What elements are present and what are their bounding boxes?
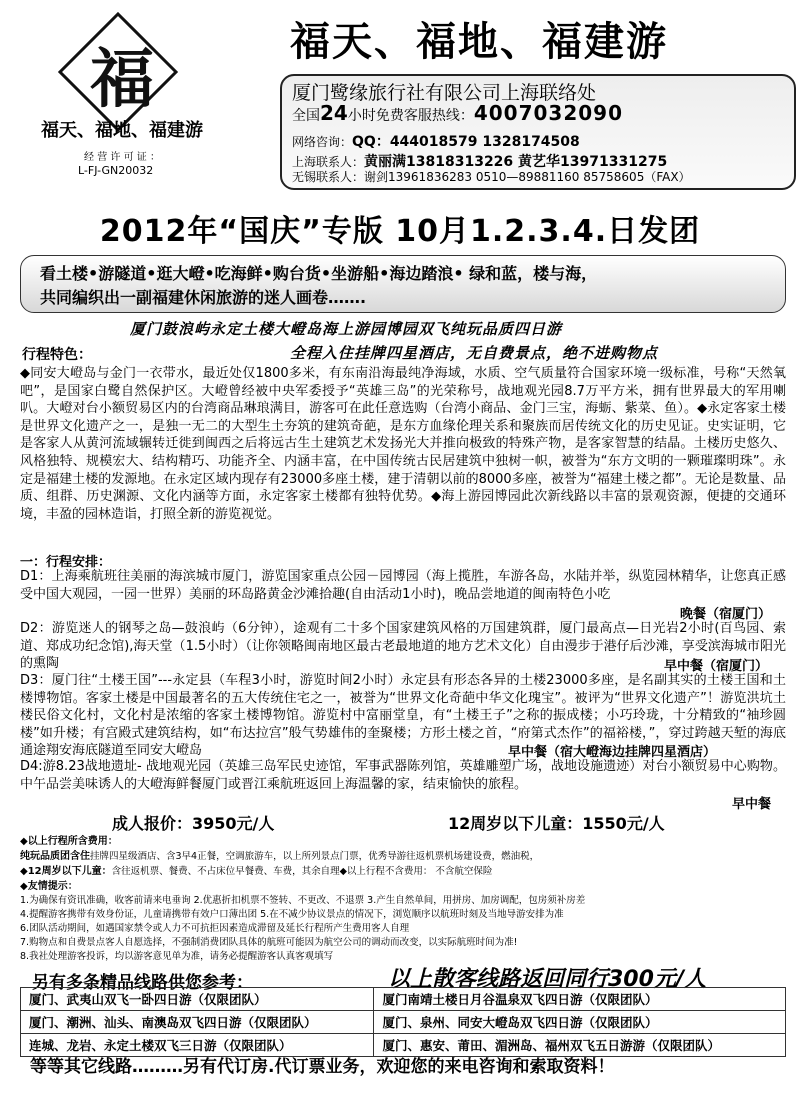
edition-title: 2012年“国庆”专版 10月1.2.3.4.日发团 — [99, 214, 701, 249]
tip-line-1: 1.为确保有资讯准确，收客前请来电垂询 2.优惠折扣机票不签转、不更改、不退票 3.产生自然单间，用拼房、加房调配，包房须补房差 — [20, 895, 586, 906]
web-label: 网络咨询： — [292, 135, 353, 149]
tip-line-5: 8.我社处理游客投诉，均以游客意见单为准，请务必提醒游客认真客观填写 — [20, 951, 334, 962]
route-cell: 厦门、潮洲、汕头、南澳岛双飞四日游（仅限团队） — [21, 1011, 374, 1034]
headline: 福天、福地、福建游 — [290, 19, 668, 65]
route-cell: 厦门、惠安、莆田、湄洲岛、福州双飞五日游游（仅限团队） — [374, 1034, 786, 1057]
day-2: D2：游览迷人的钢琴之岛—鼓浪屿（6分钟），途观有二十多个国家建筑风格的万国建筑群，厦门最高点—日光岩2小时(百鸟园、索道、郑成功纪念馆),海天堂（1.5小时）（让你领略闽南地区最古老最地道的地方艺术文化）自由漫步于港仔后沙滩，享受滨海城市阳光的熏陶 — [20, 621, 786, 672]
route-cell: 厦门、武夷山双飞一卧四日游（仅限团队） — [21, 988, 374, 1011]
more-routes-label: 另有多条精品线路供您参考： — [32, 973, 253, 993]
adult-price-label: 成人报价： — [112, 814, 193, 833]
web-contact — [292, 131, 580, 151]
license-label: 经 营 许 可 证 ： — [84, 152, 160, 163]
included-text: 挂牌四星级酒店、含3早4正餐，空调旅游车，以上所列景点门票，优秀导游往返机票机场建设费，燃油税， — [90, 851, 540, 862]
route-cell: 厦门、泉州、同安大嶝岛双飞四日游（仅限团队） — [374, 1011, 786, 1034]
tip-line-3: 6.团队活动期间，如遇国家禁令或人力不可抗拒因素造成滞留及延长行程所产生费用客人自理 — [20, 923, 410, 934]
license-number: L-FJ-GN20032 — [78, 164, 154, 177]
included-details — [20, 847, 539, 862]
tip-line-4: 7.购物点和自费景点客人自愿选择，不强制消费团队具体的航班可能因为航空公司的调动而改变，以实际航班时间为准! — [20, 937, 518, 948]
agency-name: 厦门鹭缘旅行社有限公司上海联络处 — [292, 82, 597, 104]
day-4-meal: 早中餐 — [732, 797, 772, 812]
logo-glyph: 福 — [90, 42, 154, 117]
hotline-suffix: 小时免费客服热线： — [347, 108, 474, 124]
adult-price-value: 3950元/人 — [192, 814, 275, 833]
wuxi-contact — [292, 168, 691, 185]
qq-numbers[interactable]: QQ：444018579 1328174508 — [352, 134, 580, 150]
route-title: 厦门鼓浪屿永定土楼大嶝岛海上游园博园双飞纯玩品质四日游 — [130, 320, 563, 338]
highlights-line-1: 看土楼•游隧道•逛大嶝•吃海鲜•购台货•坐游船•海边踏浪• 绿和蓝，楼与海， — [40, 264, 598, 283]
tip-line-2: 4.提醒游客携带有效身份证，儿童请携带有效户口薄出团 5.在不减少协议景点的情况下，浏览顺序以航班时刻及当地导游安排为准 — [20, 909, 564, 920]
day-1: D1：上海乘航班往美丽的海滨城市厦门，游览国家重点公园－园博园（海上揽胜，车游各岛，水陆并举，纵览园林精华，让您真正感受中国大观园，一园一世界）美丽的环岛路黄金沙滩拾趣(自由活动1小时)，晚品尝地道的闽南特色小吃 — [20, 569, 786, 602]
routes-table — [20, 987, 786, 1057]
adult-price — [112, 811, 274, 834]
day-4: D4:游8.23战地遗址- 战地观光园（英雄三岛军民史迹馆，军事武器陈列馆，英雄雕塑广场，战地设施遗迹）对台小额贸易中心购物。中午品尝美味诱人的大嶝海鲜餐厦门或晋江乘航班返回上海温馨的家，结束愉快的旅程。 — [20, 759, 786, 792]
features-paragraph: ◆同安大嶝岛与金门一衣带水，最近处仅1800多米，有东南沿海最纯净海域，水质、空气质量符合国家环境一级标准，号称“天然氧吧”，是国家白鹭自然保护区。大嶝曾经被中央军委授予“英雄三岛”的光荣称号，战地观光园8.7万平方米，拥有世界最大的军用喇叭。大嶝对台小额贸易区内的台湾商品琳琅满目，游客可在此任意选购（台湾小商品、金门三宝，海蛎、紫菜、鱼）。◆永定客家土楼是世界文化遗产之一，是独一无二的大型生土夯筑的建筑奇葩，是东方血缘伦理关系和聚族而居传统文化的历史见证。史实证明，它是客家人从黄河流域辗转迁徙到闽西之后将远古生土建筑艺术发扬光大并推向极致的特殊产物，是客家智慧的结晶。土楼历史悠久、风格独特、规模宏大、结构精巧、功能齐全、内涵丰富，在中国传统古民居建筑中独树一帜，被誉为“东方文明的一颗璀璨明珠”。永定是福建土楼的发源地。在永定区域内现存有23000多座土楼，建于清朝以前的8000多座，被誉为“福建土楼之都”。无论是数量、品质、组群、历史渊源、文化内涵等方面，永定客家土楼都有独特优势。◆海上游园博园此次新线路以丰富的景观资源，便捷的交通环境，丰盈的园林造诣，打照全新的游览视觉。 — [20, 366, 786, 522]
shanghai-phones[interactable]: 黄丽满13818313226 黄艺华13971331275 — [364, 154, 668, 170]
shanghai-label: 上海联系人： — [292, 155, 365, 169]
hotline-row — [292, 101, 623, 125]
day-2-meal: 早中餐（宿厦门） — [664, 659, 769, 674]
child-fees-label: ◆12周岁以下儿童： — [20, 866, 112, 877]
route-cell: 厦门南靖土楼日月谷温泉双飞四日游（仅限团队） — [374, 988, 786, 1011]
footer: 等等其它线路………另有代订房.代订票业务，欢迎您的来电咨询和索取资料！ — [30, 1057, 615, 1077]
included-bold: 纯玩品质团含住 — [20, 851, 90, 862]
itinerary-label: 一：行程安排： — [20, 555, 112, 570]
child-fees — [20, 862, 492, 877]
wuxi-label: 无锡联系人： — [292, 170, 365, 184]
day-1-meal: 晚餐（宿厦门） — [680, 607, 772, 622]
child-price — [448, 811, 665, 834]
child-price-label: 12周岁以下儿童： — [448, 814, 583, 833]
route-subtitle: 全程入住挂牌四星酒店，无自费景点，绝不进购物点 — [290, 344, 659, 362]
hotline-prefix: 全国 — [292, 108, 320, 124]
logo-slogan: 福天、福地、福建游 — [41, 120, 203, 141]
table-row — [21, 988, 786, 1011]
wuxi-phones[interactable]: 谢剑13961836283 0510—89881160 85758605（FAX） — [364, 170, 691, 184]
scatter-return-note: 以上散客线路返回同行300元/人 — [388, 967, 706, 992]
table-row — [21, 1011, 786, 1034]
tips-label-text: ◆友情提示： — [20, 881, 78, 892]
highlights-line-2: 共同编织出一副福建休闲旅游的迷人画卷……. — [40, 288, 367, 307]
route-cell: 连城、龙岩、永定土楼双飞三日游（仅限团队） — [21, 1034, 374, 1057]
included-label-text: ◆以上行程所含费用： — [20, 836, 118, 847]
hotline-number[interactable]: 4007032090 — [473, 101, 624, 125]
child-price-value: 1550元/人 — [582, 814, 665, 833]
logo — [22, 8, 222, 180]
feature-label: 行程特色： — [22, 347, 92, 363]
hotline-hours: 24 — [320, 101, 348, 125]
child-fees-text: 含往返机票、餐费、不占床位早餐费、车费，其余自理◆以上行程不含费用： 不含航空保险 — [111, 866, 493, 877]
included-label — [20, 832, 118, 847]
tips-label — [20, 877, 78, 892]
day-3: D3：厦门往“土楼王国”---永定县（车程3小时，游览时间2小时）永定县有形态各异的土楼23000多座，是名副其实的土楼王国和土楼博物馆。客家土楼是中国最著名的五大传统住宅之一，被誉为“世界文化奇葩中华文化瑰宝”。被评为“世界文化遗产”！游览洪坑土楼民俗文化村，文化村是浓缩的客家土楼博物馆。游览村中富丽堂皇，有“土楼王子”之称的振成楼；小巧玲珑，十分精致的“袖珍圆楼”如升楼；有宫殿式建筑结构，如“布达拉宫”般气势雄伟的奎聚楼；方形土楼之首，“府第式杰作”的福裕楼，”，穿过跨越天堑的海底通途翔安海底隧道至同安大嶝岛 — [20, 673, 786, 759]
day-3-meal: 早中餐（宿大嶝海边挂牌四星酒店） — [508, 745, 717, 760]
